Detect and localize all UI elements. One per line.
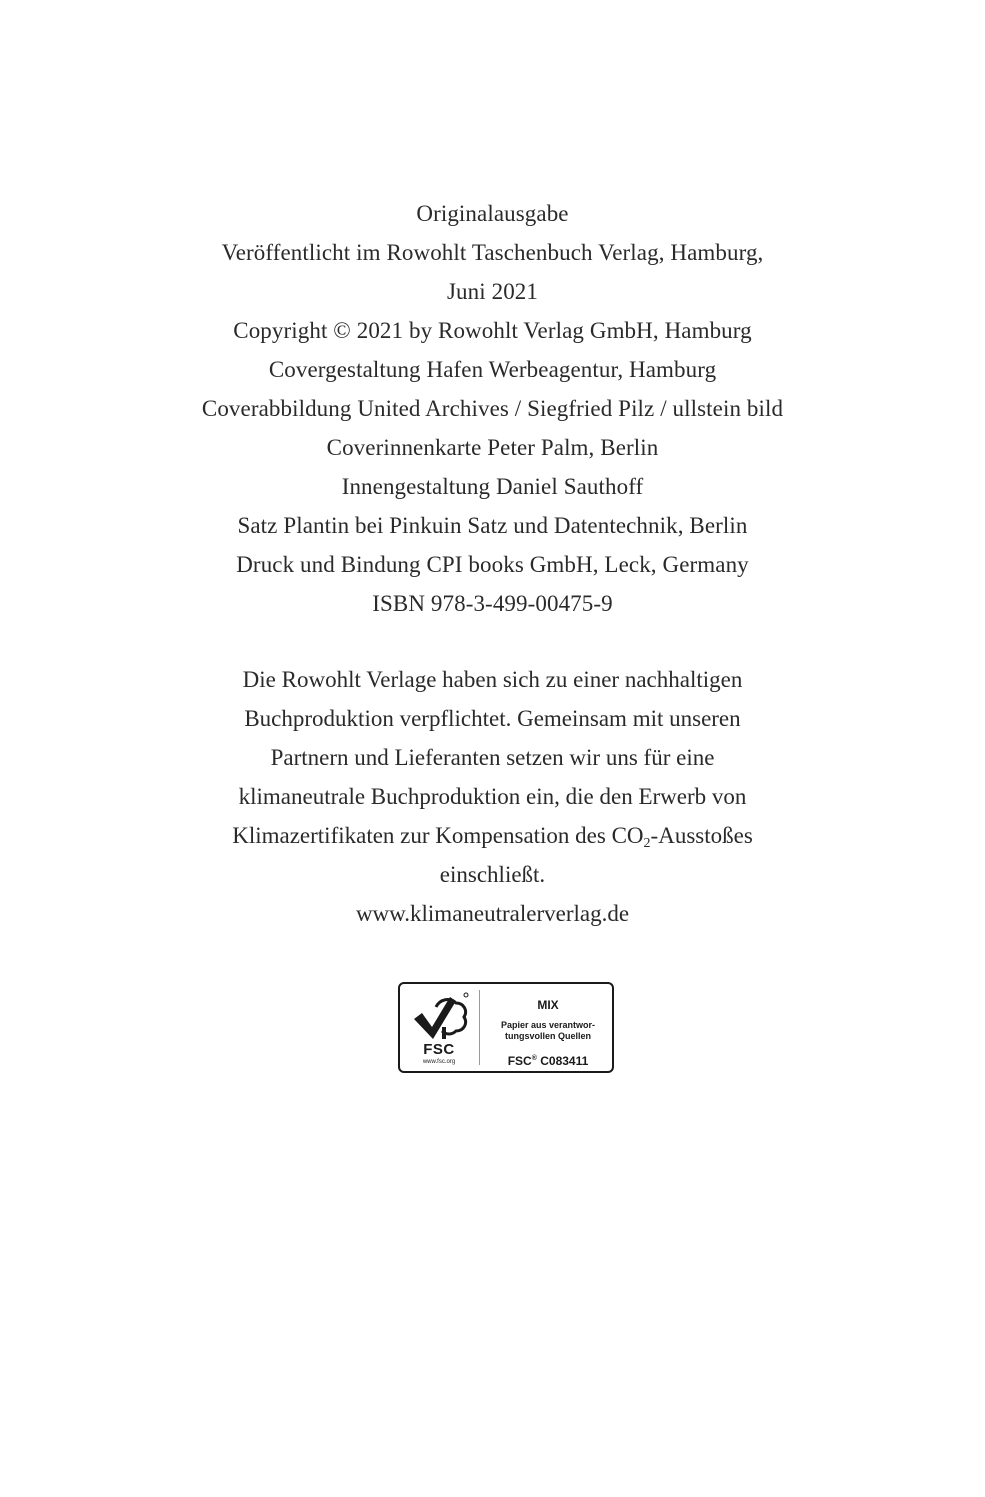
fsc-description-line: Papier aus verantwor-: [500, 1020, 596, 1030]
imprint-block: [0, 194, 985, 623]
imprint-inner-design: Innengestaltung Daniel Sauthoff: [341, 474, 644, 499]
imprint-copyright: Copyright © 2021 by Rowohlt Verlag GmbH, Hamburg: [233, 318, 752, 343]
co2-text-after: -Ausstoßes: [650, 823, 753, 848]
fsc-code-prefix: FSC: [507, 1054, 532, 1068]
imprint-cover-image: Coverabbildung United Archives / Siegfried Pilz / ullstein bild: [201, 396, 784, 421]
imprint-inner-map: Coverinnenkarte Peter Palm, Berlin: [326, 435, 659, 460]
sustainability-line: Buchproduktion verpflichtet. Gemeinsam mit unseren: [244, 706, 741, 731]
fsc-registered-mark: ®: [531, 1055, 537, 1062]
imprint-isbn: ISBN 978-3-499-00475-9: [372, 591, 613, 616]
fsc-mix: MIX: [537, 998, 559, 1012]
fsc-description-line: tungsvollen Quellen: [504, 1031, 591, 1041]
fsc-divider: [479, 990, 480, 1065]
sustainability-line: Partnern und Lieferanten setzen wir uns für eine: [270, 745, 715, 770]
fsc-label: [398, 982, 614, 1073]
co2-subscript: 2: [643, 836, 651, 851]
fsc-brand: FSC: [423, 1041, 455, 1058]
sustainability-line-co2: [0, 816, 985, 855]
fsc-license-code: [484, 1054, 612, 1068]
sustainability-statement: [0, 660, 985, 933]
imprint-edition: Originalausgabe: [416, 201, 569, 226]
imprint-date: Juni 2021: [447, 279, 538, 304]
imprint-cover-design: Covergestaltung Hafen Werbeagentur, Hamburg: [268, 357, 717, 382]
co2-text-before: Klimazertifikaten zur Kompensation des CO: [232, 823, 644, 848]
imprint-printing: Druck und Bindung CPI books GmbH, Leck, Germany: [236, 552, 749, 577]
sustainability-line: klimaneutrale Buchproduktion ein, die den Erwerb von: [238, 784, 747, 809]
fsc-website: www.fsc.org: [422, 1059, 456, 1065]
sustainability-website: www.klimaneutralerverlag.de: [355, 901, 630, 926]
fsc-description: [484, 1020, 612, 1042]
fsc-code-number: C083411: [540, 1054, 589, 1068]
sustainability-line: Die Rowohlt Verlage haben sich zu einer nachhaltigen: [242, 667, 743, 692]
imprint-typesetting: Satz Plantin bei Pinkuin Satz und Datentechnik, Berlin: [237, 513, 748, 538]
imprint-publisher: Veröffentlicht im Rowohlt Taschenbuch Verlag, Hamburg,: [221, 240, 764, 265]
sustainability-line: einschließt.: [439, 862, 546, 887]
